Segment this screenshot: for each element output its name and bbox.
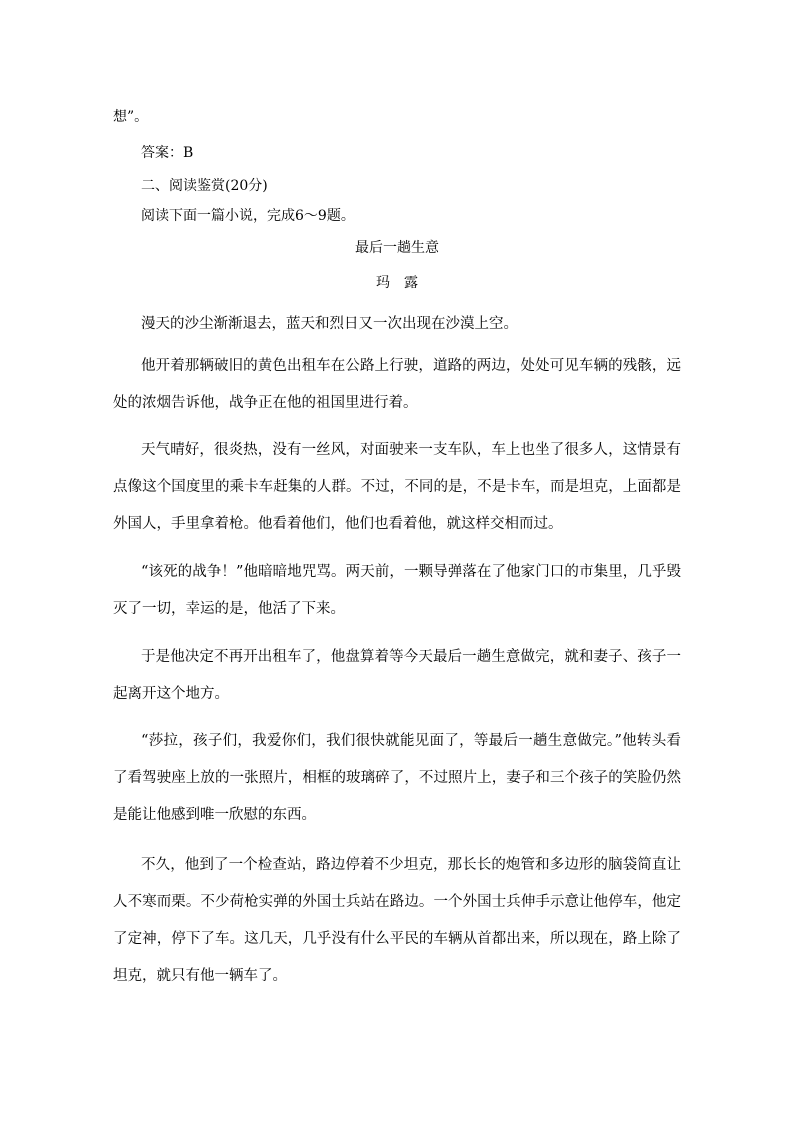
story-title: 最后一趟生意: [355, 240, 439, 256]
story-paragraph: 漫天的沙尘渐渐退去，蓝天和烈日又一次出现在沙漠上空。: [141, 316, 518, 332]
carryover-text: 想”。: [113, 109, 149, 125]
story-paragraph: 天气晴好，很炎热，没有一丝风，对面驶来一支车队，车上也坐了很多人，这情景有点像这个国度里的乘卡车赶集的人群。不过，不同的是，不是卡车，而是坦克，上面都是外国人，手里拿着枪。他看着他们，他们也看着他，就这样交相而过。: [113, 442, 681, 532]
section-heading: 二、阅读鉴赏(20分): [141, 178, 268, 194]
answer-line: 答案：B: [141, 145, 194, 161]
story-paragraph: 不久，他到了一个检查站，路边停着不少坦克，那长长的炮管和多边形的脑袋简直让人不寒而栗。不少荷枪实弹的外国士兵站在路边。一个外国士兵伸手示意让他停车，他定了定神，停下了车。这几天，几乎没有什么平民的车辆从首都出来，所以现在，路上除了坦克，就只有他一辆车了。: [113, 857, 681, 984]
story-paragraph: 于是他决定不再开出租车了，他盘算着等今天最后一趟生意做完，就和妻子、孩子一起离开这个地方。: [113, 649, 681, 702]
story-paragraph: “该死的战争！”他暗暗地咒骂。两天前，一颗导弹落在了他家门口的市集里，几乎毁灭了一切，幸运的是，他活了下来。: [113, 564, 681, 617]
reading-instruction: 阅读下面一篇小说，完成6～9题。: [141, 208, 355, 224]
story-author: 玛 露: [376, 275, 418, 291]
story-paragraph: 他开着那辆破旧的黄色出租车在公路上行驶，道路的两边，处处可见车辆的残骸，远处的浓烟告诉他，战争正在他的祖国里进行着。: [113, 358, 681, 411]
story-paragraph: “莎拉，孩子们，我爱你们，我们很快就能见面了，等最后一趟生意做完。”他转头看了看驾驶座上放的一张照片，相框的玻璃碎了，不过照片上，妻子和三个孩子的笑脸仍然是能让他感到唯一欣慰的东西。: [113, 733, 681, 823]
